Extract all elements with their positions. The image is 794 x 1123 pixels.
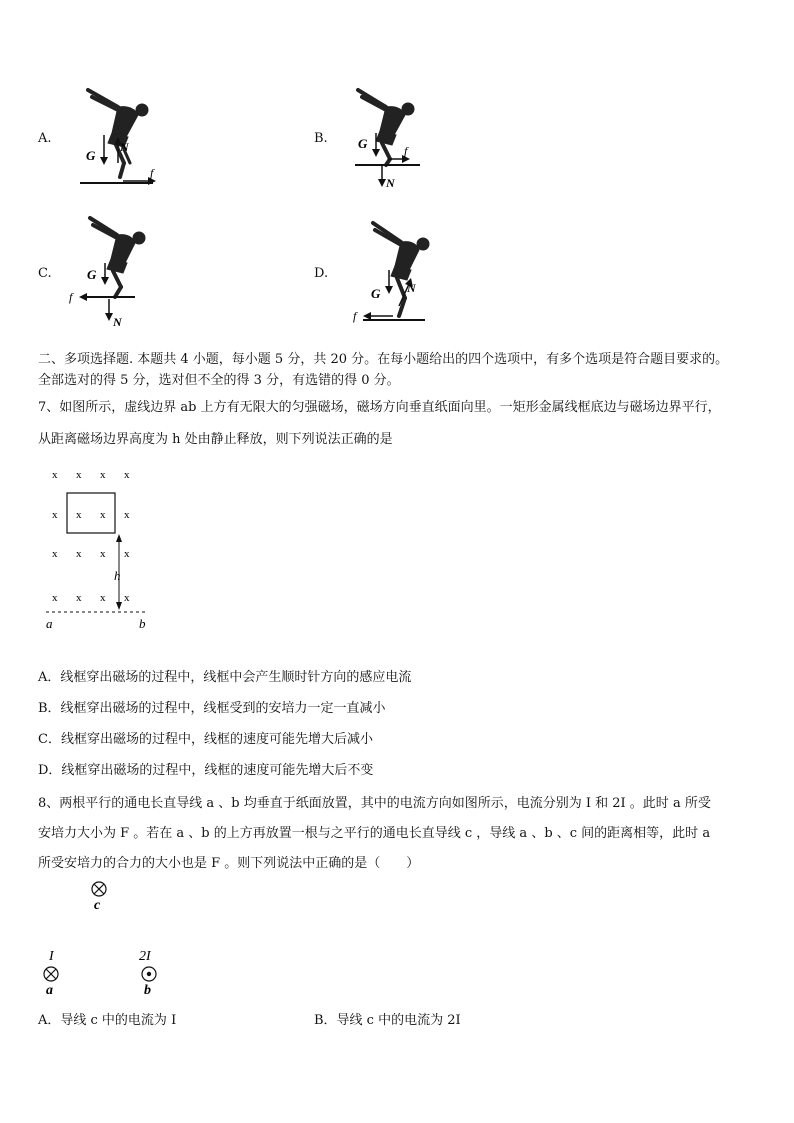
wire-a-into-page-icon [44, 967, 58, 981]
label-h: h [114, 568, 121, 583]
cross-mark: x [124, 509, 130, 521]
label-g: G [358, 136, 368, 151]
q8-stem-line3: 所受安培力的合力的大小也是 F 。则下列说法中正确的是（ ） [38, 856, 420, 871]
q6-option-b-letter: B. [314, 131, 328, 146]
cross-mark: x [52, 592, 58, 604]
q8-option-b: B．导线 c 中的电流为 2I [314, 1013, 461, 1028]
label-b: b [144, 983, 151, 998]
q7-option-b: B．线框穿出磁场的过程中，线框受到的安培力一定一直减小 [38, 701, 386, 716]
cross-mark: x [100, 469, 106, 481]
q7-stem-line2: 从距离磁场边界高度为 h 处由静止释放，则下列说法正确的是 [38, 432, 393, 447]
label-a-current: I [49, 949, 54, 964]
label-n: N [113, 315, 122, 329]
cross-mark: x [76, 548, 82, 560]
label-f: f [150, 166, 154, 180]
label-g: G [86, 148, 96, 163]
q8-option-a: A．导线 c 中的电流为 I [38, 1013, 177, 1028]
cross-mark: x [76, 509, 82, 521]
q6-option-d-diagram [345, 218, 445, 330]
section2-instructions-line2: 全部选对的得 5 分，选对但不全的得 3 分，有选错的得 0 分。 [38, 373, 400, 388]
label-f: f [404, 144, 408, 158]
label-b-current: 2I [139, 949, 151, 964]
label-b: b [139, 616, 146, 631]
cross-mark: x [52, 469, 58, 481]
label-f: f [69, 290, 73, 304]
label-n: N [120, 140, 129, 154]
cross-mark: x [76, 592, 82, 604]
q8-wires-diagram [35, 876, 175, 1001]
label-c: c [94, 898, 101, 913]
cross-mark: x [76, 469, 82, 481]
q7-option-a: A．线框穿出磁场的过程中，线框中会产生顺时针方向的感应电流 [38, 670, 412, 685]
wire-b-out-of-page-icon [142, 967, 156, 981]
label-a: a [46, 616, 53, 631]
cross-mark: x [100, 592, 106, 604]
q6-option-c-letter: C. [38, 266, 52, 281]
label-n: N [386, 176, 395, 190]
q7-stem-line1: 7、如图所示，虚线边界 ab 上方有无限大的匀强磁场，磁场方向垂直纸面向里。一矩形金属线框底边与磁场边界平行， [38, 400, 721, 415]
q6-option-b-diagram [350, 85, 430, 190]
diver-figure [90, 218, 145, 297]
q6-option-a-diagram [78, 85, 168, 190]
wire-frame [67, 493, 115, 533]
q7-option-c: C．线框穿出磁场的过程中，线框的速度可能先增大后减小 [38, 732, 373, 747]
cross-mark: x [124, 469, 130, 481]
label-g: G [371, 286, 381, 301]
cross-mark: x [124, 548, 130, 560]
cross-mark: x [52, 548, 58, 560]
q8-stem-line2: 安培力大小为 F 。若在 a 、b 的上方再放置一根与之平行的通电长直导线 c ，导线 a 、b 、c 间的距离相等，此时 a [38, 826, 711, 841]
q7-magnetic-field-diagram [40, 462, 160, 632]
q6-option-a-letter: A. [38, 131, 52, 146]
cross-mark: x [100, 548, 106, 560]
q6-option-d-letter: D. [314, 266, 329, 281]
cross-mark: x [124, 592, 130, 604]
label-a: a [46, 983, 53, 998]
label-f: f [353, 309, 357, 323]
cross-mark: x [52, 509, 58, 521]
q7-option-d: D．线框穿出磁场的过程中，线框的速度可能先增大后不变 [38, 763, 374, 778]
cross-mark: x [100, 509, 106, 521]
section2-instructions-line1: 二、多项选择题. 本题共 4 小题，每小题 5 分，共 20 分。在每小题给出的四个选项中，有多个选项是符合题目要求的。 [38, 352, 729, 367]
diver-figure [88, 90, 148, 177]
label-g: G [87, 267, 97, 282]
q8-stem-line1: 8、两根平行的通电长直导线 a 、b 均垂直于纸面放置，其中的电流方向如图所示，电流分别为 I 和 2I 。此时 a 所受 [38, 796, 711, 811]
q6-option-c-diagram [65, 213, 160, 331]
wire-c-into-page-icon [92, 882, 106, 896]
label-n: N [407, 281, 416, 295]
